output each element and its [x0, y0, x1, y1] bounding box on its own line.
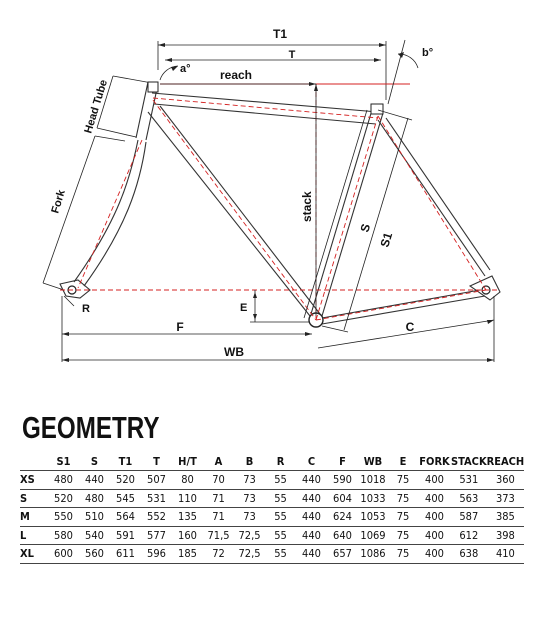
table-cell: 480	[79, 489, 110, 508]
table-cell: 71	[203, 508, 234, 527]
column-header: S	[90, 454, 99, 468]
table-cell: 531	[451, 471, 487, 490]
table-cell: 72	[203, 545, 234, 564]
table-cell: 400	[418, 471, 451, 490]
size-header	[20, 452, 48, 471]
table-row	[20, 489, 524, 508]
table-row	[20, 471, 524, 490]
fork-label: Fork	[49, 188, 68, 215]
column-header: FORK	[419, 454, 450, 468]
table-cell: 73	[234, 489, 265, 508]
table-cell: 71,5	[203, 526, 234, 545]
column-header: T	[153, 454, 160, 468]
table-cell: 552	[141, 508, 172, 527]
table-cell: 80	[172, 471, 203, 490]
table-cell: 400	[418, 545, 451, 564]
e-dimension	[250, 290, 310, 322]
table-cell: 55	[265, 545, 296, 564]
table-row	[20, 526, 524, 545]
table-cell: 440	[296, 526, 327, 545]
table-cell: 410	[487, 545, 525, 564]
table-cell: 611	[110, 545, 141, 564]
table-cell: 600	[48, 545, 79, 564]
table-cell: 520	[48, 489, 79, 508]
table-cell: 55	[265, 471, 296, 490]
table-cell: 1069	[358, 526, 388, 545]
table-cell: 520	[110, 471, 141, 490]
table-cell: 55	[265, 508, 296, 527]
s1-dimension	[322, 110, 412, 332]
table-cell: 373	[487, 489, 525, 508]
table-cell: 75	[388, 526, 418, 545]
reach-label: reach	[219, 68, 253, 82]
c-label: C	[405, 320, 415, 334]
column-header: R	[276, 454, 285, 468]
table-cell: 577	[141, 526, 172, 545]
table-cell: 71	[203, 489, 234, 508]
column-header: S1	[56, 454, 71, 468]
table-cell: 1033	[358, 489, 388, 508]
geometry-body	[20, 471, 524, 564]
table-cell: 160	[172, 526, 203, 545]
size-label: L	[20, 526, 48, 545]
table-cell: 135	[172, 508, 203, 527]
table-cell: 590	[327, 471, 358, 490]
table-cell: 480	[48, 471, 79, 490]
column-header: H/T	[178, 454, 197, 468]
table-cell: 400	[418, 489, 451, 508]
size-label: S	[20, 489, 48, 508]
table-cell: 612	[451, 526, 487, 545]
table-cell: 1053	[358, 508, 388, 527]
t1-dimension	[158, 41, 386, 100]
e-label: E	[240, 302, 248, 314]
table-cell: 624	[327, 508, 358, 527]
table-cell: 1018	[358, 471, 388, 490]
table-cell: 657	[327, 545, 358, 564]
table-cell: 73	[234, 508, 265, 527]
column-header: B	[245, 454, 254, 468]
column-header: STACK	[451, 454, 487, 468]
table-cell: 560	[79, 545, 110, 564]
table-cell: 75	[388, 545, 418, 564]
t-label: T	[288, 49, 296, 61]
table-cell: 398	[487, 526, 525, 545]
column-header: REACH	[486, 454, 525, 468]
table-cell: 545	[110, 489, 141, 508]
table-cell: 596	[141, 545, 172, 564]
table-cell: 1086	[358, 545, 388, 564]
size-label: XS	[20, 471, 48, 490]
wb-dimension	[62, 358, 494, 362]
r-dimension	[64, 296, 74, 306]
table-cell: 440	[296, 471, 327, 490]
table-row	[20, 508, 524, 527]
s1-label: S1	[377, 230, 396, 249]
size-label: XL	[20, 545, 48, 564]
table-cell: 510	[79, 508, 110, 527]
size-label: M	[20, 508, 48, 527]
table-cell: 385	[487, 508, 525, 527]
table-cell: 580	[48, 526, 79, 545]
table-cell: 73	[234, 471, 265, 490]
table-cell: 550	[48, 508, 79, 527]
table-cell: 110	[172, 489, 203, 508]
table-cell: 360	[487, 471, 525, 490]
table-cell: 507	[141, 471, 172, 490]
table-cell: 70	[203, 471, 234, 490]
f-dimension	[62, 296, 312, 362]
table-cell: 564	[110, 508, 141, 527]
table-cell: 531	[141, 489, 172, 508]
s-label: S	[357, 222, 374, 234]
table-cell: 587	[451, 508, 487, 527]
geometry-header-row	[20, 452, 524, 471]
head-tube-label: Head Tube	[82, 78, 111, 135]
table-cell: 440	[296, 489, 327, 508]
stack-label: stack	[300, 191, 314, 222]
table-cell: 540	[79, 526, 110, 545]
seat-angle-indicator	[388, 40, 418, 104]
column-header: WB	[363, 454, 383, 468]
table-cell: 75	[388, 489, 418, 508]
f-label: F	[176, 320, 184, 334]
seat-angle-label: b°	[422, 47, 434, 59]
head-angle-indicator	[160, 66, 178, 80]
column-header: E	[399, 454, 407, 468]
table-cell: 604	[327, 489, 358, 508]
table-cell: 591	[110, 526, 141, 545]
table-cell: 185	[172, 545, 203, 564]
t1-label: T1	[272, 27, 288, 41]
table-cell: 75	[388, 508, 418, 527]
table-cell: 563	[451, 489, 487, 508]
table-cell: 440	[79, 471, 110, 490]
table-cell: 55	[265, 489, 296, 508]
reach-dimension	[160, 82, 410, 86]
table-cell: 440	[296, 545, 327, 564]
table-cell: 640	[327, 526, 358, 545]
table-cell: 400	[418, 508, 451, 527]
table-cell: 440	[296, 508, 327, 527]
table-cell: 55	[265, 526, 296, 545]
column-header: C	[307, 454, 316, 468]
table-row	[20, 545, 524, 564]
r-label: R	[82, 303, 90, 315]
table-cell: 638	[451, 545, 487, 564]
table-cell: 72,5	[234, 526, 265, 545]
geometry-title: GEOMETRY	[22, 410, 160, 445]
table-cell: 75	[388, 471, 418, 490]
head-angle-label: a°	[180, 63, 191, 75]
column-header: F	[339, 454, 346, 468]
table-cell: 72,5	[234, 545, 265, 564]
table-cell: 400	[418, 526, 451, 545]
column-header: A	[214, 454, 223, 468]
t-dimension	[165, 58, 381, 62]
geometry-table	[20, 452, 524, 564]
wb-label: WB	[224, 345, 244, 359]
column-header: T1	[118, 454, 133, 468]
